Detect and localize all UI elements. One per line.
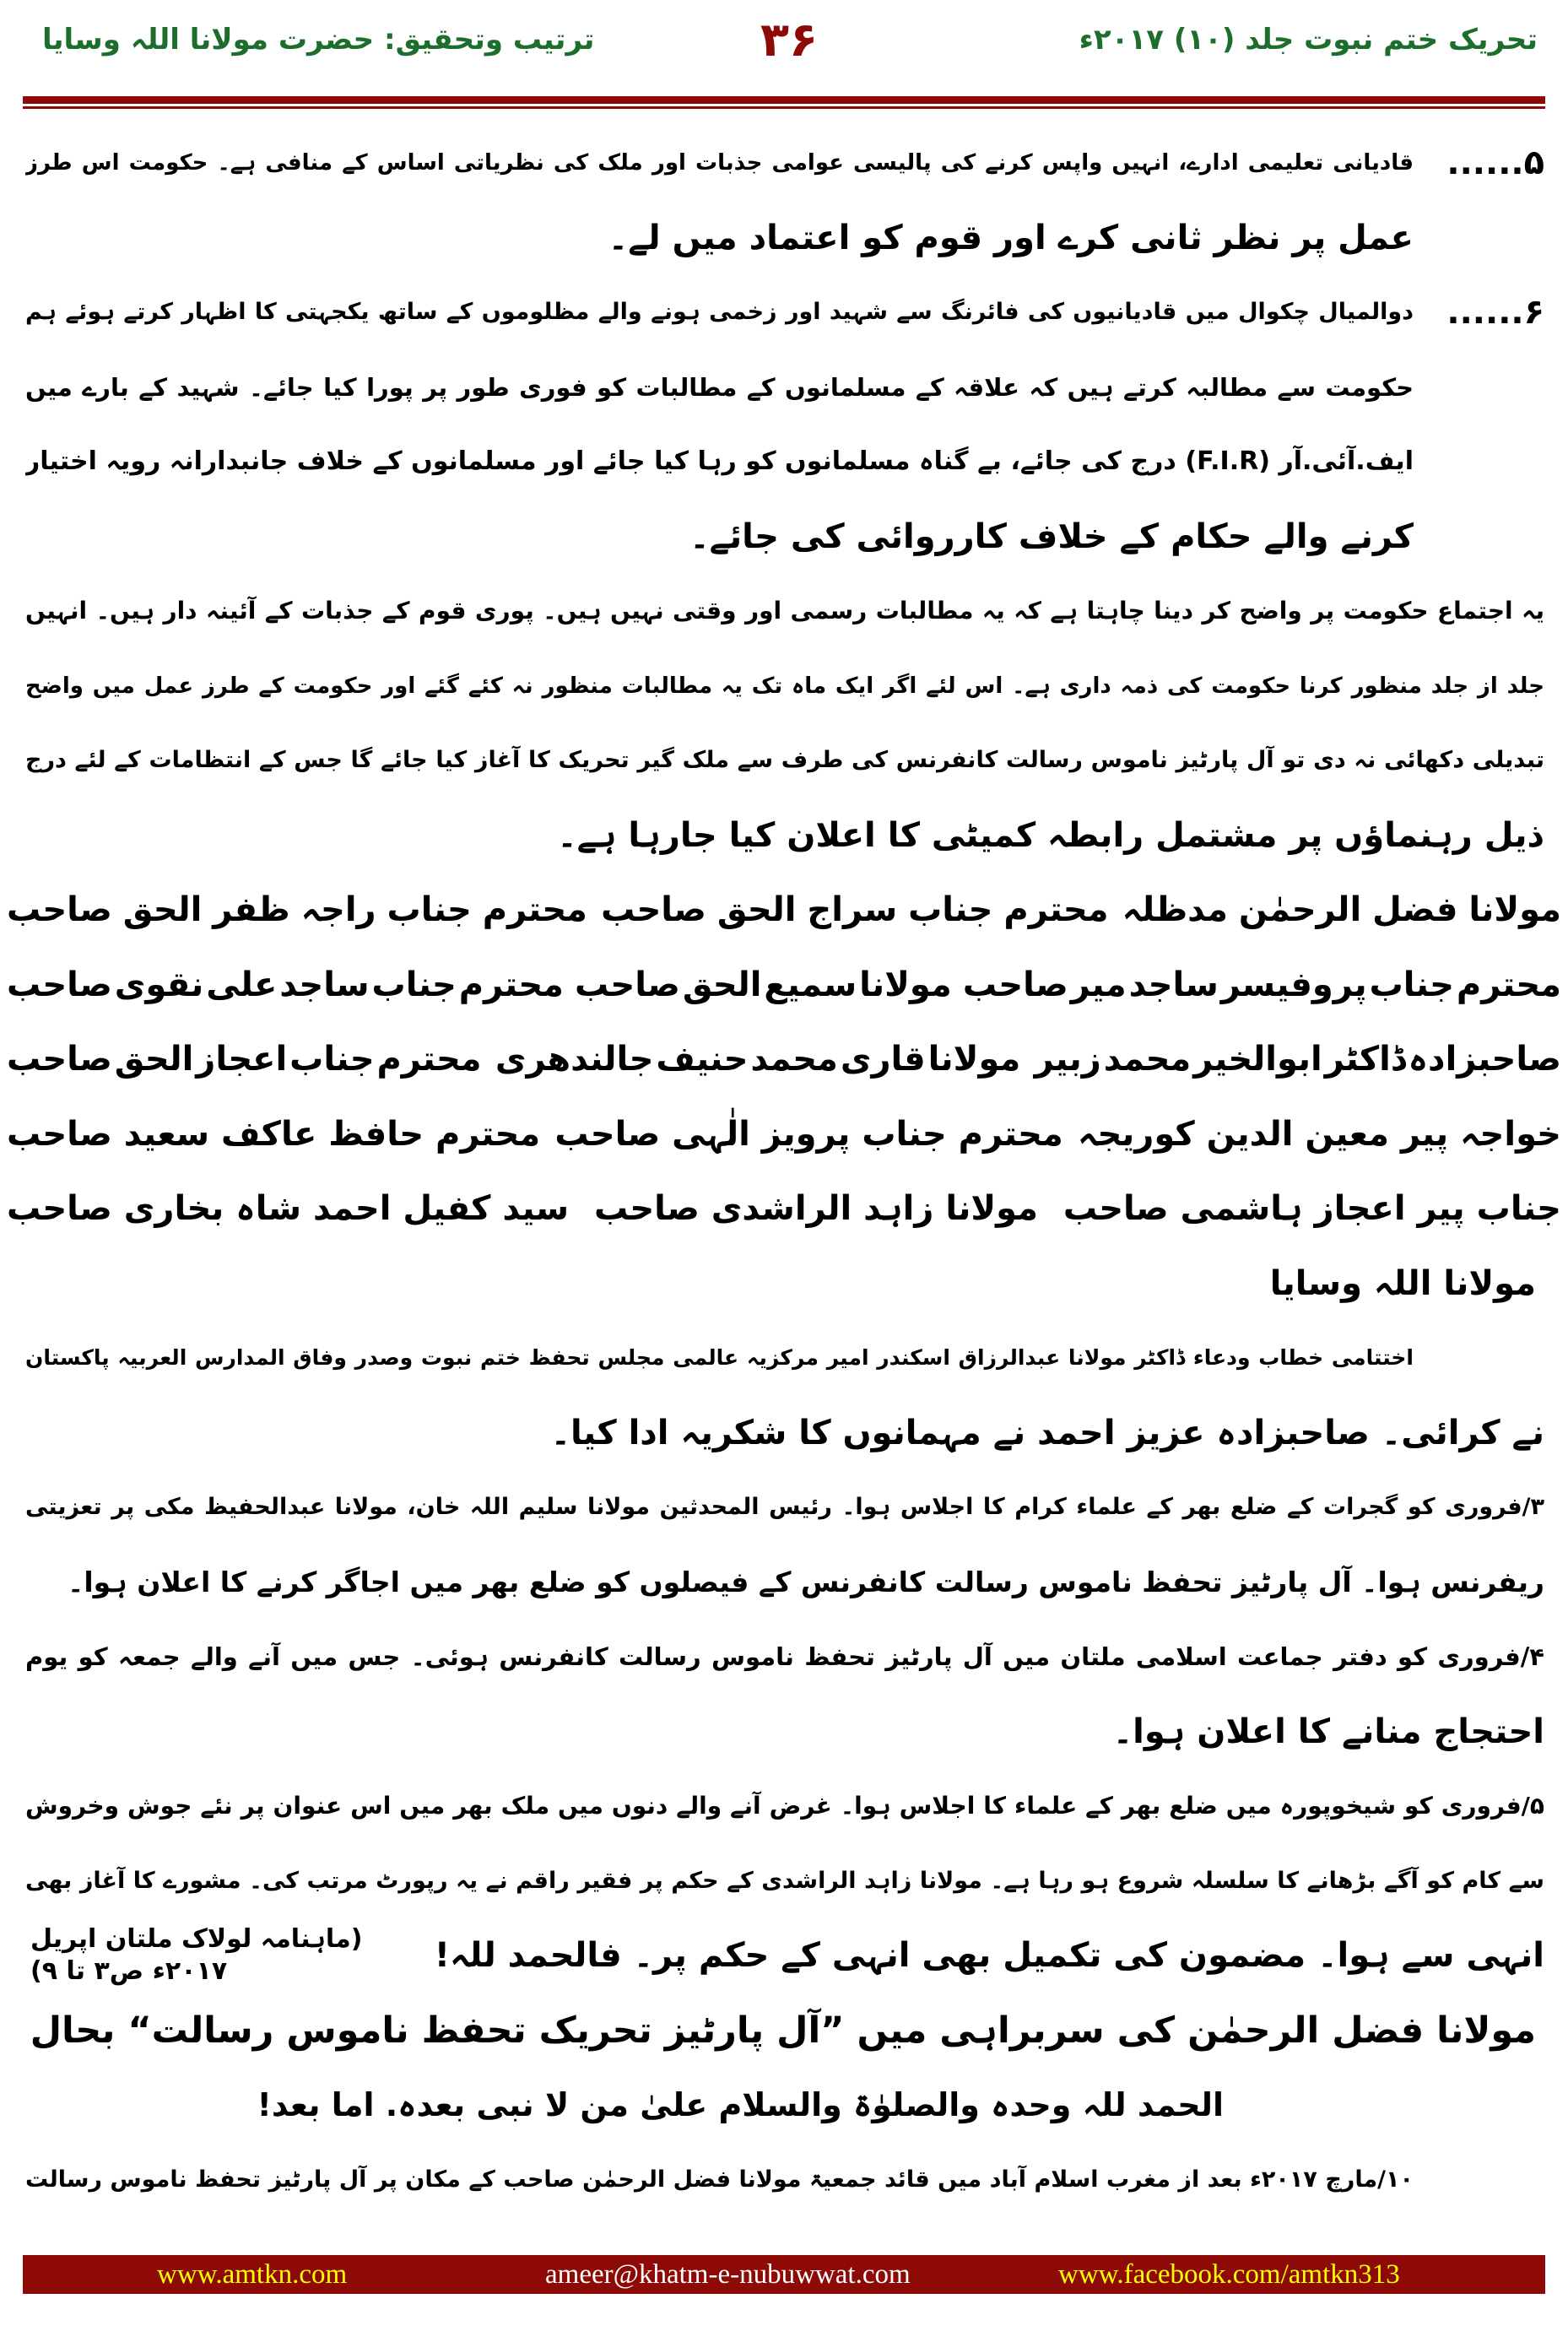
text-line: ۳/فروری کو گجرات کے ضلع بھر کے علماء کرام کا اجلاس ہوا۔ رئیس المحدثین مولانا سلیم اللہ خان، مولانا عبدالحفیظ مکی پر تعزیتی bbox=[25, 1494, 1544, 1520]
book-title: تحریک ختم نبوت جلد (۱۰) ۲۰۱۷ء bbox=[1079, 23, 1538, 57]
committee-row bbox=[7, 1022, 1561, 1097]
list-item-6 bbox=[25, 275, 1544, 350]
text-line: ریفرنس ہوا۔ آل پارٹیز تحفظ ناموس رسالت کانفرنس کے فیصلوں کو ضلع بھر میں اجاگر کرنے کا اعلان ہوا۔ bbox=[68, 1565, 1544, 1598]
feb-4-paragraph-line bbox=[25, 1695, 1544, 1770]
text-line: کرنے والے حکام کے خلاف کارروائی کی جائے۔ bbox=[689, 517, 1414, 556]
committee-member: صاحبزادہ ڈاکٹر ابوالخیر محمد زبیر bbox=[1034, 1040, 1561, 1079]
list-item-5-continuation bbox=[25, 201, 1544, 276]
demand-paragraph-line bbox=[25, 649, 1544, 724]
demand-paragraph-line bbox=[25, 723, 1544, 798]
list-item-5 bbox=[25, 126, 1544, 201]
committee-row bbox=[7, 1171, 1561, 1247]
committee-member: محترم جناب پرویز الٰہی صاحب bbox=[554, 1114, 1063, 1154]
page-number: ۳۶ bbox=[760, 13, 819, 68]
text-line: حکومت سے مطالبہ کرتے ہیں کہ علاقہ کے مسلمانوں کے مطالبات کو فوری طور پر پورا کیا جائے۔ شہید کے بارے میں bbox=[25, 372, 1414, 402]
text-line: یہ اجتماع حکومت پر واضح کر دینا چاہتا ہے کہ یہ مطالبات رسمی اور وقتی نہیں ہیں۔ پوری قوم کے جذبات کے آئینہ دار ہیں۔ انہیں bbox=[25, 597, 1544, 625]
hamdala: الحمد للہ وحدہ والصلوٰۃ والسلام علیٰ من لا نبی بعدہ. اما بعد! bbox=[257, 2086, 1224, 2123]
committee-member: محترم جناب ساجد علی نقوی صاحب bbox=[7, 965, 564, 1004]
committee-member: جناب پیر اعجاز ہاشمی صاحب bbox=[1062, 1189, 1561, 1228]
committee-row bbox=[7, 873, 1561, 948]
demand-paragraph-line bbox=[25, 798, 1544, 874]
text-line: نے کرائی۔ صاحبزادہ عزیز احمد نے مہمانوں کا شکریہ ادا کیا۔ bbox=[550, 1413, 1544, 1452]
text-line: ایف.آئی.آر (F.I.R) درج کی جائے، بے گناہ مسلمانوں کو رہا کیا جائے اور مسلمانوں کے خلاف جانبدارانہ رویہ اختیار bbox=[25, 446, 1414, 476]
committee-member: محترم جناب پروفیسر ساجد میر صاحب bbox=[962, 965, 1561, 1004]
text-line: جلد از جلد منظور کرنا حکومت کی ذمہ داری ہے۔ اس لئے اگر ایک ماہ تک یہ مطالبات منظور نہ کئے گئے اور حکومت کے طرز عمل میں واضح bbox=[25, 673, 1544, 699]
text-line: ۴/فروری کو دفتر جماعت اسلامی ملتان میں آل پارٹیز تحفظ ناموس رسالت کانفرنس ہوئی۔ جس میں آنے والے جمعہ کو یوم bbox=[25, 1642, 1544, 1671]
text-line: ذیل رہنماؤں پر مشتمل رابطہ کمیٹی کا اعلان کیا جارہا ہے۔ bbox=[557, 815, 1544, 855]
committee-member: مولانا فضل الرحمٰن مدظلہ bbox=[1122, 890, 1561, 929]
text-line: ۱۰/مارچ ۲۰۱۷ء بعد از مغرب اسلام آباد میں قائد جمعیۃ مولانا فضل الرحمٰن صاحب کے مکان پر آل پارٹیز تحفظ ناموس رسالت bbox=[25, 2166, 1414, 2193]
text-line: تبدیلی دکھائی نہ دی تو آل پارٹیز ناموس رسالت کانفرنس کی طرف سے ملک گیر تحریک کا آغاز کیا جائے گا جس کے انتظامات کے لئے درج bbox=[25, 747, 1544, 773]
text-line: دوالمیال چکوال میں قادیانیوں کی فائرنگ سے شہید اور زخمی ہونے والے مظلوموں کے ساتھ یکجہتی کا اظہار کرتے ہوئے ہم bbox=[25, 299, 1414, 325]
source-reference: (ماہنامہ لولاک ملتان اپریل ۲۰۱۷ء ص۳ تا ۹) bbox=[30, 1924, 363, 1986]
signature-line bbox=[25, 1247, 1544, 1322]
committee-row bbox=[7, 1097, 1561, 1172]
list-item-6-continuation bbox=[25, 500, 1544, 575]
signature: مولانا اللہ وسایا bbox=[1269, 1263, 1536, 1303]
committee-member: محترم جناب راجہ ظفر الحق صاحب bbox=[7, 890, 587, 929]
text-line: قادیانی تعلیمی ادارے، انہیں واپس کرنے کی پالیسی عوامی جذبات اور ملک کی نظریاتی اساس کے منافی ہے۔ حکومت اس طرز bbox=[25, 150, 1414, 176]
hamdala-line bbox=[25, 2068, 1544, 2143]
feb-5-paragraph-line bbox=[25, 1769, 1544, 1844]
header-rule-thick bbox=[23, 96, 1545, 104]
committee-member: مولانا سمیع الحق صاحب bbox=[575, 965, 952, 1004]
feb-5-paragraph-line bbox=[25, 1918, 1544, 1993]
text-line: احتجاج منانے کا اعلان ہوا۔ bbox=[1112, 1712, 1544, 1751]
committee-member: محترم حافظ عاکف سعید صاحب bbox=[7, 1114, 541, 1154]
committee-row bbox=[7, 948, 1561, 1023]
feb-4-paragraph-line bbox=[25, 1620, 1544, 1695]
section-title-line bbox=[25, 1993, 1544, 2069]
compiler-credit: ترتیب وتحقیق: حضرت مولانا اللہ وسایا bbox=[42, 23, 595, 57]
facebook-link[interactable]: www.facebook.com/amtkn313 bbox=[1058, 2259, 1400, 2290]
committee-member: خواجہ پیر معین الدین کوریجہ bbox=[1078, 1114, 1561, 1154]
text-line: ۵/فروری کو شیخوپورہ میں ضلع بھر کے علماء کا اجلاس ہوا۔ غرض آنے والے دنوں میں ملک بھر میں اس عنوان پر نئے جوش وخروش bbox=[25, 1792, 1544, 1820]
list-item-6-continuation bbox=[25, 425, 1544, 500]
demand-paragraph-line bbox=[25, 574, 1544, 649]
feb-3-paragraph-line bbox=[25, 1545, 1544, 1620]
email-link[interactable]: ameer@khatm-e-nubuwwat.com bbox=[545, 2259, 911, 2290]
website-link[interactable]: www.amtkn.com bbox=[157, 2259, 348, 2290]
list-marker: ۶...... bbox=[1446, 293, 1544, 332]
footer-bar bbox=[23, 2255, 1545, 2294]
list-item-6-continuation bbox=[25, 350, 1544, 425]
closing-paragraph-line bbox=[25, 1321, 1544, 1396]
feb-3-paragraph-line bbox=[25, 1470, 1544, 1545]
march-10-paragraph-line bbox=[25, 2143, 1544, 2218]
committee-member: سید کفیل احمد شاہ بخاری صاحب bbox=[7, 1189, 570, 1228]
header-rule-thin bbox=[23, 106, 1545, 109]
committee-member: مولانا زاہد الراشدی صاحب bbox=[594, 1189, 1038, 1228]
committee-member: مولانا قاری محمد حنیف جالندھری bbox=[495, 1040, 1021, 1079]
text-line: عمل پر نظر ثانی کرے اور قوم کو اعتماد میں لے۔ bbox=[608, 218, 1414, 257]
text-line: اختتامی خطاب ودعاء ڈاکٹر مولانا عبدالرزاق اسکندر امیر مرکزیہ عالمی مجلس تحفظ ختم نبوت وصدر وفاق المدارس العربیہ پاکستان bbox=[25, 1345, 1414, 1370]
feb-5-paragraph-line bbox=[25, 1844, 1544, 1919]
page-body bbox=[7, 126, 1561, 2217]
text-line: سے کام کو آگے بڑھانے کا سلسلہ شروع ہو رہا ہے۔ مولانا زاہد الراشدی کے حکم پر فقیر راقم نے یہ رپورٹ مرتب کی۔ مشورے کا آغاز بھی bbox=[25, 1867, 1544, 1894]
closing-paragraph-line bbox=[25, 1396, 1544, 1471]
list-marker: ۵...... bbox=[1446, 143, 1544, 182]
section-title: مولانا فضل الرحمٰن کی سربراہی میں ”آل پارٹیز تحریک تحفظ ناموس رسالت“ بحال bbox=[30, 2009, 1536, 2052]
text-line: انہی سے ہوا۔ مضمون کی تکمیل بھی انہی کے حکم پر۔ فالحمد للہ! bbox=[434, 1936, 1544, 1975]
committee-member: محترم جناب سراج الحق صاحب bbox=[601, 890, 1109, 929]
committee-member: محترم جناب اعجاز الحق صاحب bbox=[7, 1040, 482, 1079]
